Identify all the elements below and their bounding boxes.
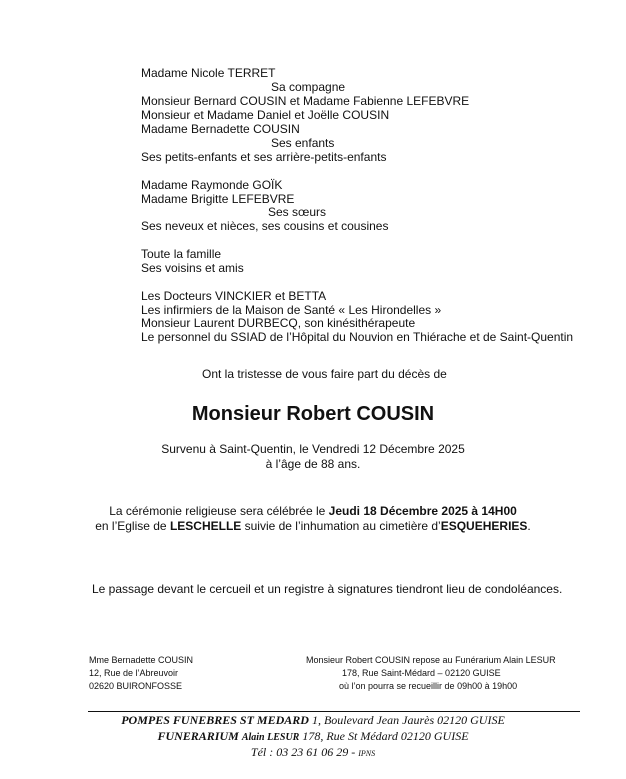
funerarium-address: 178, Rue Saint-Médard – 02120 GUISE xyxy=(342,668,501,678)
footer-funerarium xyxy=(0,729,626,745)
contact-street: 12, Rue de l’Abreuvoir xyxy=(89,668,179,678)
ceremony-text: La cérémonie religieuse sera célébrée le xyxy=(109,504,329,518)
family-line-12: Toute la famille xyxy=(141,247,222,261)
ipns-mark: IPNS xyxy=(358,749,376,758)
family-line-9: Madame Brigitte LEFEBVRE xyxy=(141,192,295,206)
announcement-intro: Ont la tristesse de vous faire part du décès de xyxy=(202,367,447,381)
footer-divider xyxy=(88,711,580,712)
family-line-11: Ses neveux et nièces, ses cousins et cousines xyxy=(141,219,389,233)
family-line-15: Les infirmiers de la Maison de Santé « Les Hirondelles » xyxy=(141,303,442,317)
funerarium-label: FUNERARIUM xyxy=(157,729,242,743)
contact-name: Mme Bernadette COUSIN xyxy=(89,655,194,665)
age-line: à l’âge de 88 ans. xyxy=(265,457,361,471)
funerarium-rest-line: Monsieur Robert COUSIN repose au Funérarium Alain LESUR xyxy=(306,655,556,665)
funerarium-hours: où l’on pourra se recueillir de 09h00 à 19h00 xyxy=(339,681,518,691)
family-line-1: Madame Nicole TERRET xyxy=(141,66,276,80)
phone-number: Tél : 03 23 61 06 29 - xyxy=(250,745,359,759)
family-line-14: Les Docteurs VINCKIER et BETTA xyxy=(141,289,327,303)
ceremony-line-1 xyxy=(0,504,626,518)
family-line-7: Ses petits-enfants et ses arrière-petits-enfants xyxy=(141,150,387,164)
condolences-note: Le passage devant le cercueil et un registre à signatures tiendront lieu de condoléances. xyxy=(92,582,563,596)
footer-phone xyxy=(0,745,626,761)
funerarium-owner: Alain LESUR xyxy=(241,732,300,743)
ceremony-burial-text: suivie de l’inhumation au cimetière d’ xyxy=(241,519,441,533)
family-line-5: Madame Bernadette COUSIN xyxy=(141,122,300,136)
family-line-13: Ses voisins et amis xyxy=(141,261,244,275)
ceremony-line-2 xyxy=(0,519,626,533)
footer-funeral-home xyxy=(0,713,626,728)
family-relation-children: Ses enfants xyxy=(271,136,335,150)
ceremony-period: . xyxy=(527,519,531,533)
ceremony-church: LESCHELLE xyxy=(169,519,242,533)
deceased-name: Monsieur Robert COUSIN xyxy=(191,403,435,425)
family-relation-companion: Sa compagne xyxy=(271,80,346,94)
family-line-4: Monsieur et Madame Daniel et Joëlle COUSIN xyxy=(141,108,390,122)
ceremony-date-time: Jeudi 18 Décembre 2025 à 14H00 xyxy=(328,504,517,518)
contact-city: 02620 BUIRONFOSSE xyxy=(89,681,183,691)
family-line-16: Monsieur Laurent DURBECQ, son kinésithérapeute xyxy=(141,316,416,330)
family-line-8: Madame Raymonde GOÏK xyxy=(141,178,283,192)
ceremony-cemetery: ESQUEHERIES xyxy=(440,519,528,533)
funerarium-footer-address: 178, Rue St Médard 02120 GUISE xyxy=(299,729,469,743)
funeral-home-address: 1, Boulevard Jean Jaurès 02120 GUISE xyxy=(308,713,505,727)
family-line-3: Monsieur Bernard COUSIN et Madame Fabienne LEFEBVRE xyxy=(141,94,470,108)
funeral-home-name: POMPES FUNEBRES ST MEDARD xyxy=(121,713,309,727)
family-relation-sisters: Ses sœurs xyxy=(268,205,327,219)
death-details: Survenu à Saint-Quentin, le Vendredi 12 Décembre 2025 xyxy=(161,442,465,456)
family-line-17: Le personnel du SSIAD de l’Hôpital du Nouvion en Thiérache et de Saint-Quentin xyxy=(141,330,574,344)
ceremony-church-text: en l’Eglise de xyxy=(95,519,170,533)
